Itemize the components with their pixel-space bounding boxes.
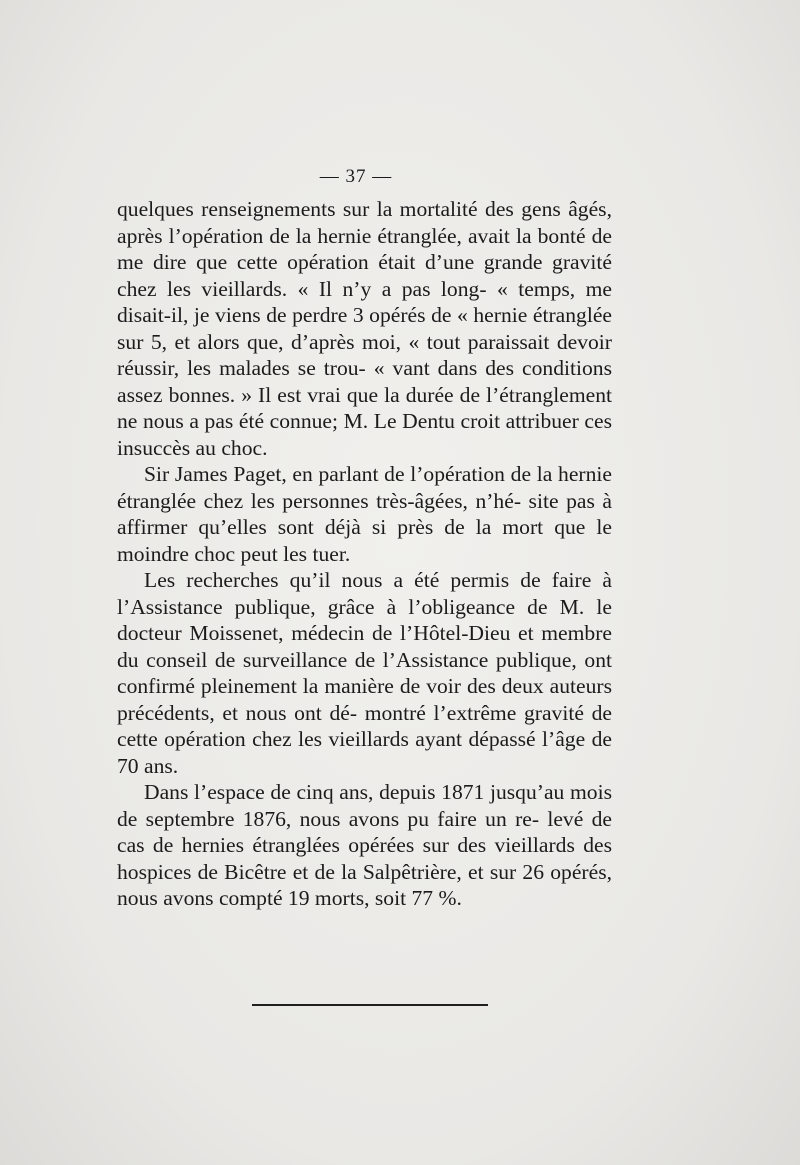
section-rule [252, 1004, 488, 1006]
paragraph-4: Dans l’espace de cinq ans, depuis 1871 jusqu’au mois de septembre 1876, nous avons pu faire un re- levé de cas de hernies étranglées opérées sur des vieillards des hospices de Bicêtre et de la Salpêtrière, et sur 26 opérés, nous avons compté 19 morts, soit 77 %. [117, 780, 612, 910]
paragraph-3: Les recherches qu’il nous a été permis de faire à l’Assistance publique, grâce à l’obligeance de M. le docteur Moissenet, médecin de l’Hôtel-Dieu et membre du conseil de surveillance de l’Assistance publique, ont confirmé pleinement la manière de voir des deux auteurs précédents, et nous ont dé- montré l’extrême gravité de cette opération chez les vieillards ayant dépassé l’âge de 70 ans. [117, 568, 612, 778]
paragraph-2: Sir James Paget, en parlant de l’opération de la hernie étranglée chez les personnes très-âgées, n’hé- site pas à affirmer qu’elles sont déjà si près de la mort que le moindre choc peut les tuer. [117, 462, 612, 566]
paragraph-1: quelques renseignements sur la mortalité des gens âgés, après l’opération de la hernie étranglée, avait la bonté de me dire que cette opération était d’une grande gravité chez les vieillards. « Il n’y a pas long- « temps, me disait-il, je viens de perdre 3 opérés de « hernie étranglée sur 5, et alors que, d’après moi, « tout paraissait devoir réussir, les malades se trou- « vant dans des conditions assez bonnes. » Il est vrai que la durée de l’étranglement ne nous a pas été connue; M. Le Dentu croit attribuer ces insuccès au choc. [117, 197, 612, 460]
page-number: — 37 — [319, 166, 393, 187]
body-text [117, 196, 612, 912]
